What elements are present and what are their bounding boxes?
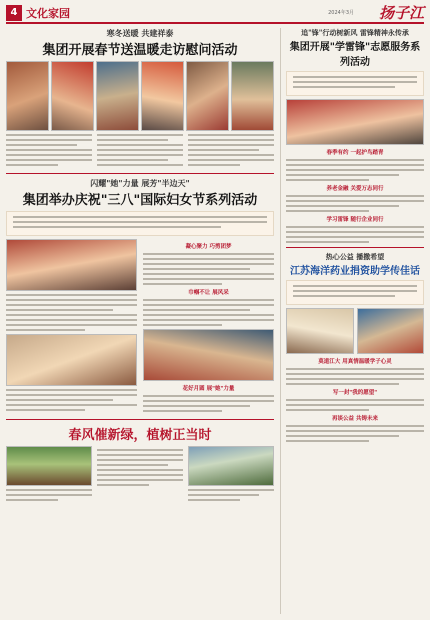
story1-photo — [96, 61, 139, 131]
right2-photo — [286, 308, 354, 354]
story2-subhead: 花好月圆 展"她"力量 — [182, 386, 235, 392]
masthead — [6, 4, 424, 24]
right2-subhead: 写一封"我的愿望" — [332, 390, 378, 396]
right1-subhead: 学习雷锋 随行企业同行 — [326, 217, 384, 223]
issue-date: 2024年3月 — [328, 10, 354, 16]
story1-headline: 集团开展春节送温暖走访慰问活动 — [42, 43, 238, 58]
story1-photo-strip — [6, 61, 274, 131]
story2-subhead: 巾帼不让 展风采 — [188, 290, 229, 296]
newspaper-logo: 扬子江 — [378, 4, 424, 22]
story-lei-feng — [286, 28, 424, 243]
right1-headline: 集团开展"学雷锋"志愿服务系列活动 — [289, 42, 421, 68]
right2-lead — [286, 280, 424, 305]
story-tree-planting — [6, 424, 274, 504]
right1-lead — [286, 71, 424, 96]
right-column — [280, 28, 424, 614]
story3-headline: 春风催新绿，植树正当时 — [68, 428, 212, 443]
right1-subhead: 养老金融 关爱万志同行 — [326, 186, 384, 192]
right2-subhead: 再谈公益 共铸未来 — [332, 416, 378, 422]
story2-subhead: 凝心聚力 巧剪团梦 — [185, 244, 232, 250]
story1-body — [6, 134, 274, 169]
story2-photo — [6, 239, 137, 291]
story1-photo — [186, 61, 229, 131]
right1-photo — [286, 99, 424, 145]
story2-lead — [6, 211, 274, 236]
section-divider — [6, 419, 274, 420]
story2-photo — [6, 334, 137, 386]
story2-photo — [143, 329, 274, 381]
story-womens-day — [6, 178, 274, 415]
right1-subhead: 春季有约 一起护鸟踏青 — [326, 150, 384, 156]
story1-kicker: 寒冬送暖 共建祥泰 — [106, 28, 174, 38]
story1-photo — [231, 61, 274, 131]
story3-body — [6, 446, 274, 504]
right2-photo — [357, 308, 425, 354]
section-title: 文化家园 — [26, 7, 70, 20]
story1-photo — [141, 61, 184, 131]
left-column — [6, 28, 274, 614]
story-donation — [286, 252, 424, 442]
section-divider — [6, 173, 274, 174]
right2-kicker: 热心公益 播撒希望 — [325, 252, 385, 261]
story2-body — [6, 239, 274, 415]
right2-headline: 江苏海洋药业捐资助学传佳话 — [290, 266, 420, 277]
page-number: 4 — [6, 5, 22, 21]
section-divider — [286, 247, 424, 248]
story1-photo — [51, 61, 94, 131]
story2-headline: 集团举办庆祝"三八"国际妇女节系列活动 — [22, 193, 258, 208]
story-spring-festival — [6, 28, 274, 169]
right2-subhead: 莫道江大 用真情温暖学子心灵 — [318, 359, 392, 365]
story2-kicker: 闪耀"她"力量 展芳"半边天" — [90, 178, 190, 188]
story3-photo — [188, 446, 274, 486]
story3-photo — [6, 446, 92, 486]
story1-photo — [6, 61, 49, 131]
right1-kicker: 追"锋"行动树新风 雷锋精神永传承 — [301, 28, 409, 37]
